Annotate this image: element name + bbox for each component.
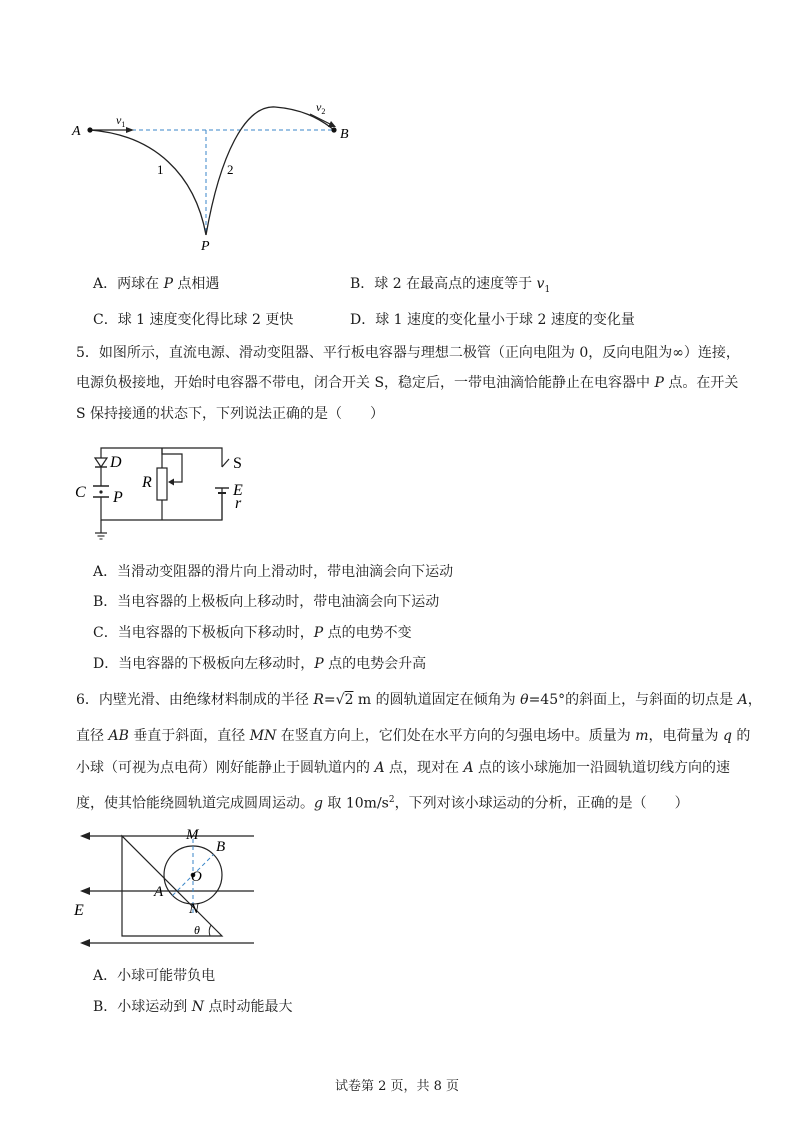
label-p: P — [201, 239, 210, 254]
resistor-r — [157, 468, 167, 500]
q5-option-a: A．当滑动变阻器的滑片向上滑动时，带电油滴会向下运动 — [93, 564, 454, 580]
angle-theta-arc — [209, 925, 211, 936]
label-curve-2: 2 — [227, 162, 234, 177]
label-e: E — [233, 482, 243, 499]
label-r-internal: r — [235, 495, 242, 512]
label-b: B — [340, 127, 349, 142]
switch-s-blade — [222, 459, 229, 467]
v1-arrowhead-icon — [126, 127, 134, 133]
q5-stem-line-1: 5．如图所示，直流电源、滑动变阻器、平行板电容器与理想二极管（正向电阻为 0，反向电阻为∞）连接， — [76, 345, 740, 361]
field-arrowhead-middle-icon — [80, 887, 90, 895]
label-c: C — [75, 484, 86, 501]
q6-stem-line-2: 直径 AB 垂直于斜面，直径 MN 在竖直方向上，它们处在水平方向的匀强电场中。质量为 m，电荷量为 q 的 — [76, 728, 751, 744]
label-e: E — [74, 902, 84, 919]
field-arrowhead-top-icon — [80, 832, 90, 840]
oil-drop-point — [99, 490, 102, 493]
incline-triangle — [122, 836, 222, 936]
sqrt-symbol-icon: √ — [335, 692, 345, 708]
label-curve-1: 1 — [157, 162, 164, 177]
label-o: O — [191, 869, 202, 885]
point-a — [87, 127, 92, 132]
label-b: B — [216, 839, 226, 855]
q4-option-b: B．球 2 在最高点的速度等于 $v_1$ — [350, 276, 551, 295]
q5-option-d: D．当电容器的下极板向左移动时，P 点的电势会升高 — [93, 656, 427, 672]
projectile-figure — [60, 95, 370, 260]
q5-stem-line-3: S 保持接通的状态下，下列说法正确的是（ ） — [76, 406, 385, 422]
circuit-figure — [70, 440, 260, 552]
page-footer: 试卷第 2 页，共 8 页 — [334, 1079, 460, 1094]
q5-option-b: B．当电容器的上极板向上移动时，带电油滴会向下运动 — [93, 594, 440, 610]
label-m: M — [186, 827, 199, 843]
q4-option-c: C．球 1 速度变化得比球 2 更快 — [93, 312, 294, 328]
label-a: A — [154, 884, 164, 900]
label-p: P — [113, 489, 123, 506]
q6-option-b: B．小球运动到 N 点时动能最大 — [93, 999, 293, 1015]
field-arrowhead-bottom-icon — [80, 939, 90, 947]
circular-track-figure — [70, 822, 270, 952]
q6-stem-line-4: 度，使其恰能绕圆轨道完成圆周运动。g 取 $10m/s^2$，下列对该小球运动的分析，正确的是（ ） — [76, 795, 689, 812]
curve-1 — [90, 130, 206, 235]
q6-option-a: A．小球可能带负电 — [93, 968, 216, 984]
label-theta: θ — [194, 923, 200, 937]
label-v2: $v_2$ — [316, 100, 326, 116]
q4-option-d: D．球 1 速度的变化量小于球 2 速度的变化量 — [350, 312, 635, 328]
label-r: R — [142, 474, 152, 491]
label-d: D — [110, 454, 122, 471]
q6-stem-line-3: 小球（可视为点电荷）刚好能静止于圆轨道内的 A 点，现对在 A 点的该小球施加一沿圆轨道切线方向的速 — [76, 760, 731, 776]
label-a: A — [72, 124, 81, 139]
q5-option-c: C．当电容器的下极板向下移动时，P 点的电势不变 — [93, 625, 412, 641]
q5-stem-line-2: 电源负极接地，开始时电容器不带电，闭合开关 S，稳定后，一带电油滴恰能静止在电容器中 P 点。在开关 — [76, 375, 739, 391]
point-b — [331, 127, 336, 132]
label-n: N — [189, 901, 200, 917]
rheostat-slider-arrow-icon — [168, 479, 174, 486]
label-v1: $v_1$ — [116, 113, 126, 129]
label-s: S — [233, 455, 242, 472]
q6-stem-line-1: 6．内壁光滑、由绝缘材料制成的半径 R=√2 m 的圆轨道固定在倾角为 θ=45°的斜面上，与斜面的切点是 A， — [76, 692, 762, 708]
curve-2 — [206, 107, 334, 235]
diode-icon — [95, 458, 107, 467]
q4-option-a: A．两球在 P 点相遇 — [93, 276, 220, 292]
